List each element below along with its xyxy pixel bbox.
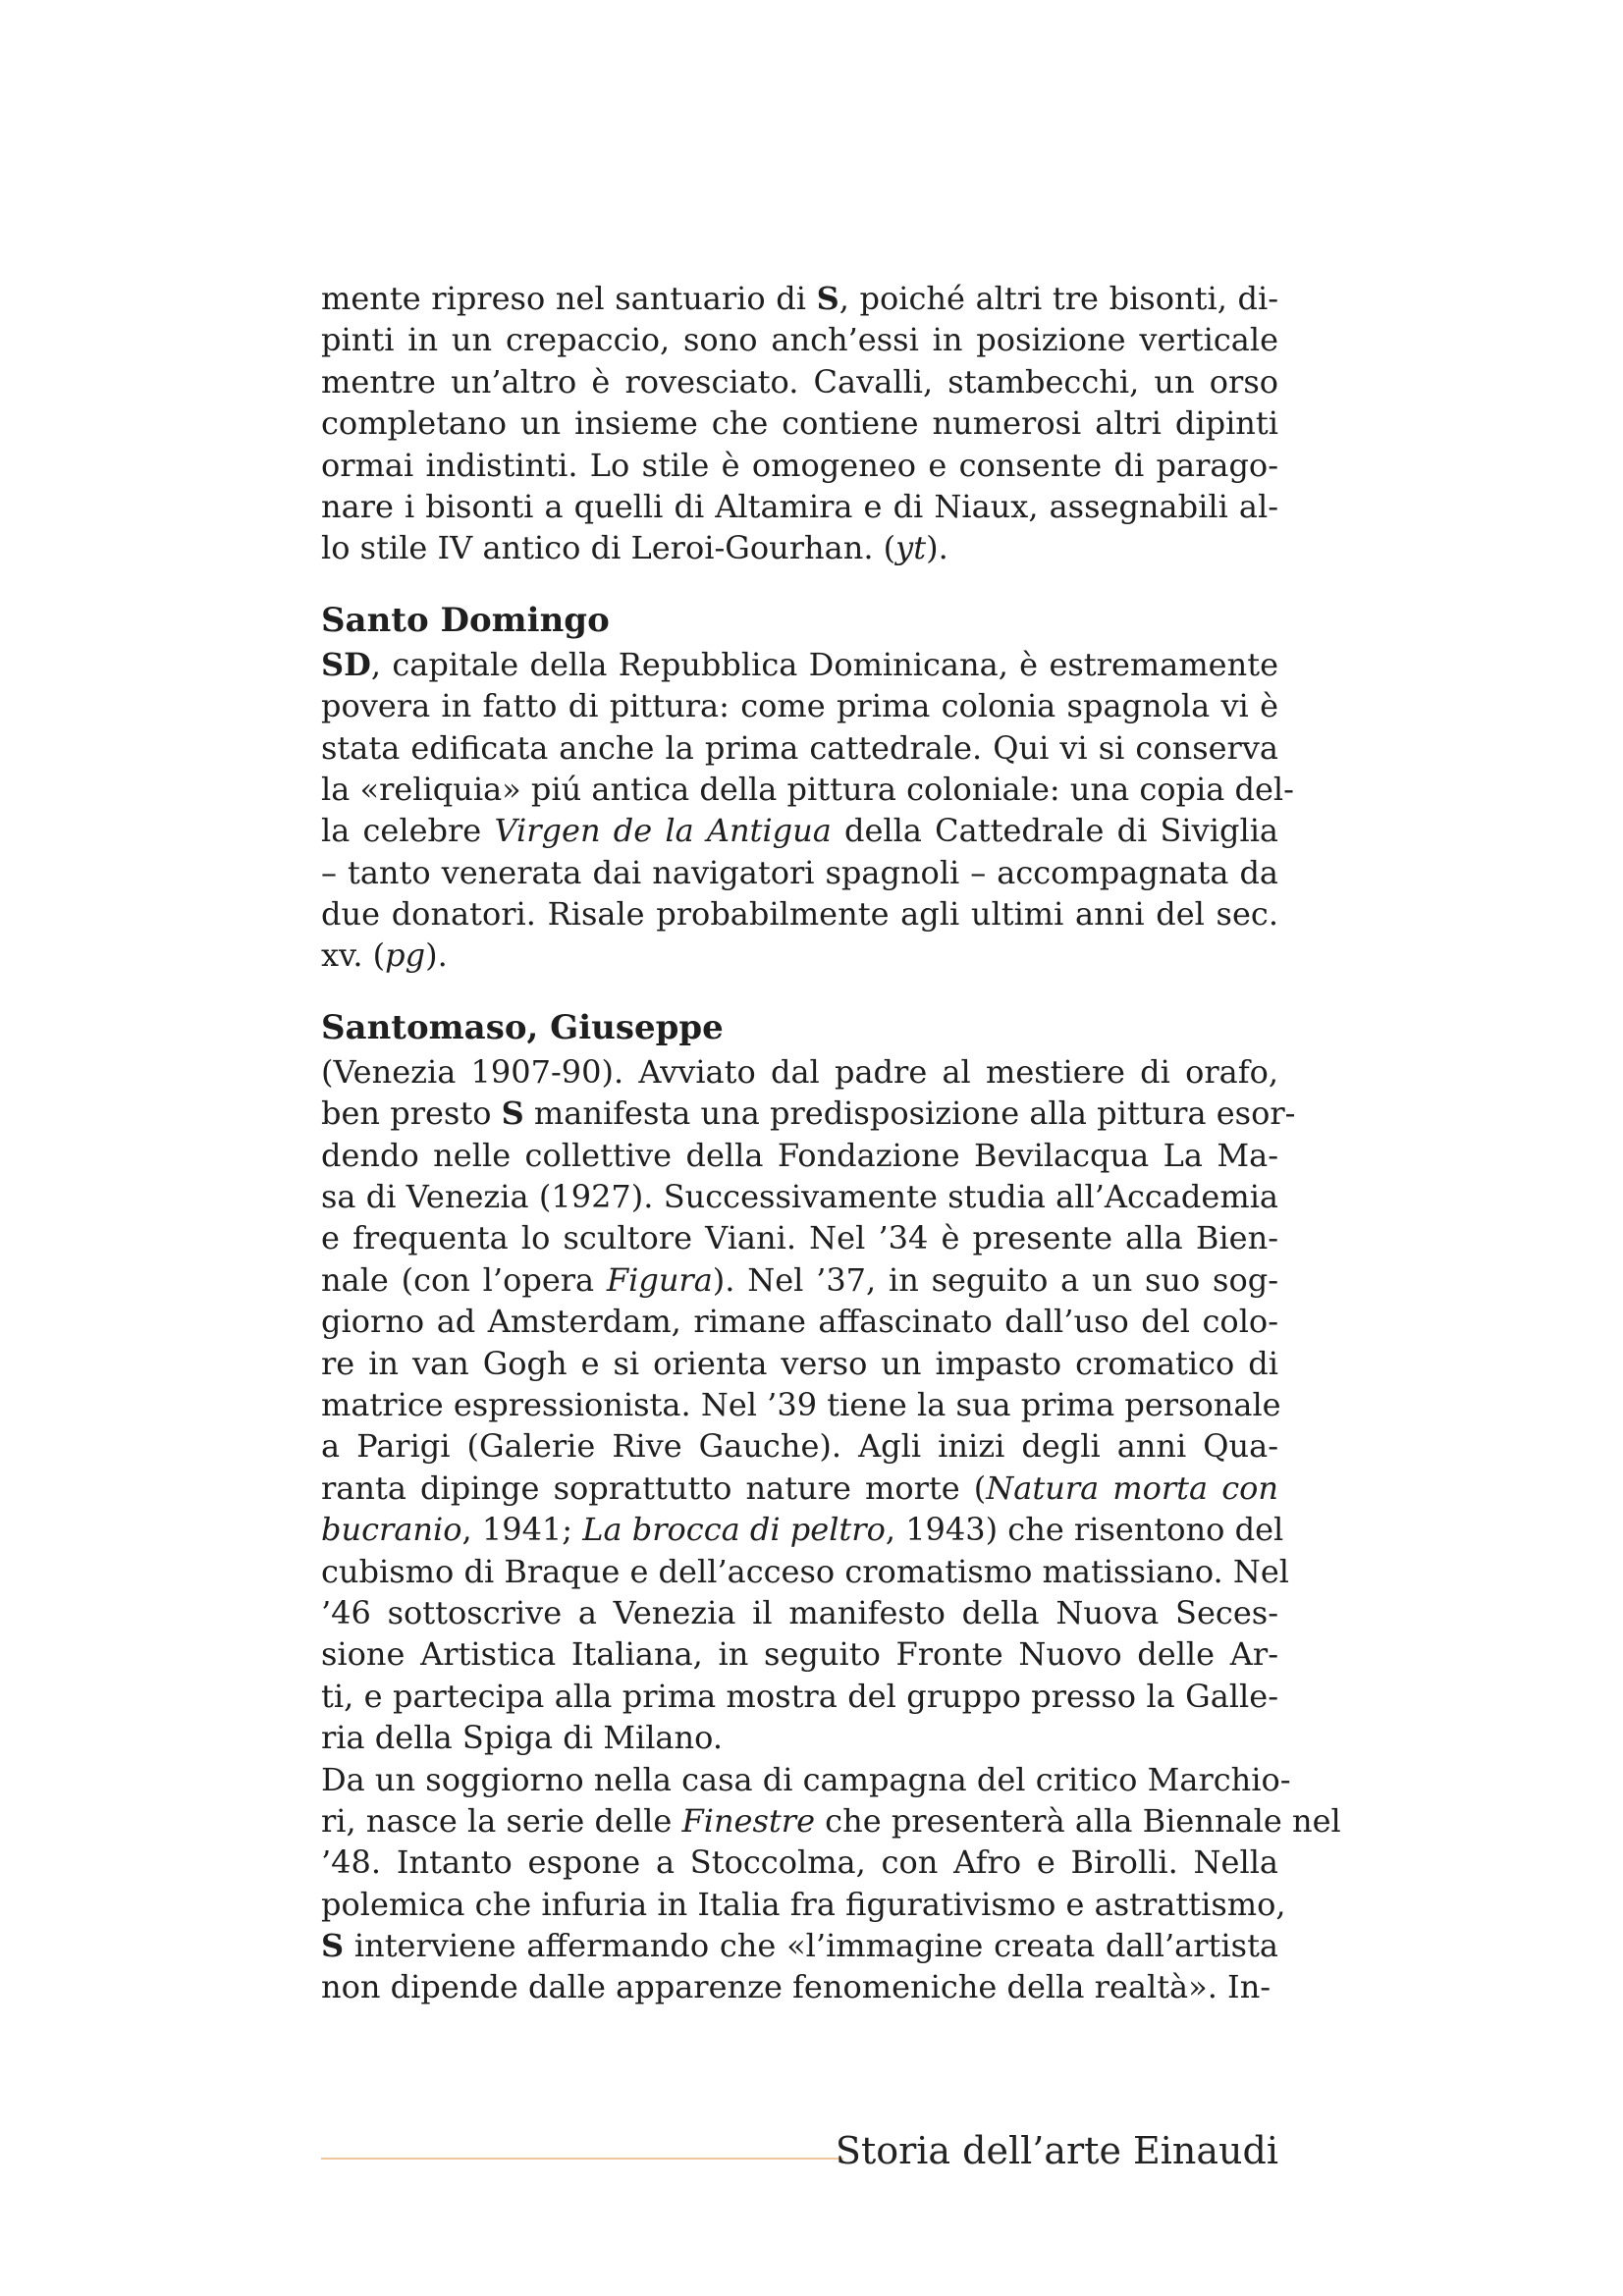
- text-line: [321, 893, 1278, 934]
- text-segment: polemica che infuria in Italia fra figurativismo e astrattismo,: [321, 1885, 1286, 1923]
- entry-body: [321, 1051, 1341, 2008]
- text-segment: cubismo di Braque e dell’acceso cromatismo matissiano. Nel: [321, 1552, 1290, 1590]
- text-line: [321, 445, 1278, 486]
- text-line: [321, 1051, 1278, 1093]
- text-segment: matrice espressionista. Nel ’39 tiene la sua prima personale: [321, 1385, 1281, 1423]
- text-segment: manifesta una predisposizione alla pittura esor-: [523, 1095, 1296, 1133]
- text-segment: dendo nelle collettive della Fondazione Bevilacqua La Ma-: [321, 1136, 1278, 1174]
- italic-text: bucranio: [321, 1511, 462, 1549]
- text-line: [321, 1633, 1278, 1675]
- entry-santo-domingo: [321, 600, 1294, 977]
- italic-text: Figura: [606, 1260, 713, 1299]
- text-line: [321, 402, 1278, 444]
- bold-text: S: [321, 1927, 345, 1965]
- text-segment: due donatori. Risale probabilmente agli ultimi anni del sec.: [321, 895, 1278, 934]
- text-line: [321, 1217, 1278, 1258]
- text-segment: stata edificata anche la prima cattedrale. Qui vi si conserva: [321, 728, 1278, 767]
- text-line: [321, 1093, 1296, 1134]
- text-segment: ormai indistinti. Lo stile è omogeneo e consente di parago-: [321, 446, 1278, 484]
- entry-body: [321, 278, 1278, 569]
- footer-title: Storia dell’arte Einaudi: [835, 2129, 1278, 2172]
- text-line: [321, 1425, 1278, 1467]
- text-segment: completano un insieme che contiene numerosi altri dipinti: [321, 404, 1278, 443]
- text-line: [321, 1343, 1278, 1384]
- italic-text: yt: [895, 529, 927, 567]
- text-segment: ti, e partecipa alla prima mostra del gruppo presso la Galle-: [321, 1677, 1278, 1715]
- text-segment: che presenterà alla Biennale nel: [815, 1801, 1341, 1840]
- text-segment: giorno ad Amsterdam, rimane affascinato dall’uso del colo-: [321, 1303, 1278, 1341]
- text-segment: la «reliquia» piú antica della pittura coloniale: una copia del-: [321, 770, 1294, 808]
- text-segment: , poiché altri tre bisonti, di-: [839, 280, 1279, 317]
- text-line: [321, 810, 1278, 851]
- text-segment: sione Artistica Italiana, in seguito Fronte Nuovo delle Ar-: [321, 1635, 1278, 1674]
- text-segment: pinti in un crepaccio, sono anch’essi in posizione verticale: [321, 321, 1278, 359]
- text-segment: (Venezia 1907-90). Avviato dal padre al mestiere di orafo,: [321, 1052, 1278, 1091]
- text-segment: nale (con l’opera: [321, 1260, 607, 1299]
- text-line: [321, 1301, 1278, 1342]
- text-line: [321, 1135, 1278, 1176]
- text-segment: re in van Gogh e si orienta verso un impasto cromatico di: [321, 1344, 1278, 1382]
- text-segment: Da un soggiorno nella casa di campagna del critico Marchio-: [321, 1760, 1291, 1798]
- text-segment: ’48. Intanto espone a Stoccolma, con Afro e Birolli. Nella: [321, 1843, 1278, 1882]
- entry-continuation: [321, 278, 1278, 569]
- bold-text: SD: [321, 645, 371, 683]
- text-line: [321, 361, 1278, 402]
- text-segment: lo stile IV antico di Leroi-Gourhan. (: [321, 529, 896, 567]
- text-line: [321, 1468, 1278, 1509]
- text-line: [321, 852, 1278, 893]
- text-line: [321, 1717, 1278, 1758]
- text-line: [321, 1384, 1281, 1425]
- text-segment: ).: [926, 529, 948, 567]
- entry-santomaso: [321, 1007, 1341, 2008]
- entry-title: Santo Domingo: [321, 600, 610, 640]
- footer-divider: [321, 2158, 843, 2160]
- italic-text: Finestre: [681, 1801, 815, 1840]
- text-segment: a Parigi (Galerie Rive Gauche). Agli inizi degli anni Qua-: [321, 1427, 1278, 1466]
- text-segment: ’46 sottoscrive a Venezia il manifesto della Nuova Seces-: [321, 1593, 1278, 1631]
- text-segment: interviene affermando che «l’immagine creata dall’artista: [344, 1927, 1278, 1965]
- text-line: [321, 934, 1278, 976]
- text-segment: mente ripreso nel santuario di: [321, 280, 817, 317]
- italic-text: La brocca di peltro: [582, 1511, 886, 1549]
- text-segment: ri, nasce la serie delle: [321, 1801, 682, 1840]
- text-line: [321, 1800, 1341, 1842]
- text-line: [321, 1592, 1278, 1633]
- text-segment: della Cattedrale di Siviglia: [831, 812, 1279, 850]
- text-segment: non dipende dalle apparenze fenomeniche della realtà». In-: [321, 1968, 1271, 2006]
- text-line: [321, 1925, 1278, 1966]
- text-segment: ). Nel ’37, in seguito a un suo sog-: [712, 1260, 1279, 1299]
- text-line: [321, 319, 1278, 360]
- text-line: [321, 1259, 1278, 1301]
- italic-text: Virgen de la Antigua: [494, 812, 832, 850]
- text-line: [321, 1176, 1278, 1217]
- text-segment: ranta dipinge soprattutto nature morte (: [321, 1468, 987, 1507]
- text-segment: ben presto: [321, 1095, 502, 1133]
- text-line: [321, 769, 1294, 810]
- text-line: [321, 1842, 1278, 1883]
- text-segment: , capitale della Repubblica Dominicana, è estremamente: [370, 645, 1278, 683]
- text-segment: xv. (: [321, 936, 386, 975]
- text-segment: , 1943) che risentono del: [885, 1511, 1284, 1549]
- entry-body: [321, 644, 1294, 977]
- text-segment: povera in fatto di pittura: come prima colonia spagnola vi è: [321, 687, 1278, 725]
- main-text: [321, 278, 1341, 2008]
- text-line: [321, 644, 1278, 685]
- bold-text: S: [501, 1095, 524, 1133]
- text-segment: e frequenta lo scultore Viani. Nel ’34 è presente alla Bien-: [321, 1219, 1278, 1257]
- text-line: [321, 278, 1278, 319]
- text-segment: la celebre: [321, 812, 495, 850]
- text-segment: sa di Venezia (1927). Successivamente studia all’Accademia: [321, 1178, 1278, 1216]
- entry-title: Santomaso, Giuseppe: [321, 1007, 724, 1047]
- bold-text: S: [816, 280, 839, 317]
- text-line: [321, 1884, 1286, 1925]
- text-segment: mentre un’altro è rovesciato. Cavalli, stambecchi, un orso: [321, 362, 1278, 400]
- text-segment: – tanto venerata dai navigatori spagnoli – accompagnata da: [321, 853, 1278, 891]
- text-line: [321, 1551, 1290, 1592]
- italic-text: pg: [385, 936, 426, 975]
- text-segment: ).: [425, 936, 448, 975]
- text-line: [321, 1966, 1278, 2007]
- text-line: [321, 1509, 1284, 1550]
- text-segment: nare i bisonti a quelli di Altamira e di Niaux, assegnabili al-: [321, 487, 1278, 525]
- italic-text: Natura morta con: [986, 1468, 1279, 1507]
- text-segment: ria della Spiga di Milano.: [321, 1719, 723, 1757]
- text-line: [321, 1676, 1278, 1717]
- text-line: [321, 727, 1278, 769]
- text-line: [321, 685, 1278, 726]
- text-line: [321, 527, 1278, 568]
- text-line: [321, 1759, 1291, 1800]
- text-line: [321, 486, 1278, 527]
- text-segment: , 1941;: [461, 1511, 583, 1549]
